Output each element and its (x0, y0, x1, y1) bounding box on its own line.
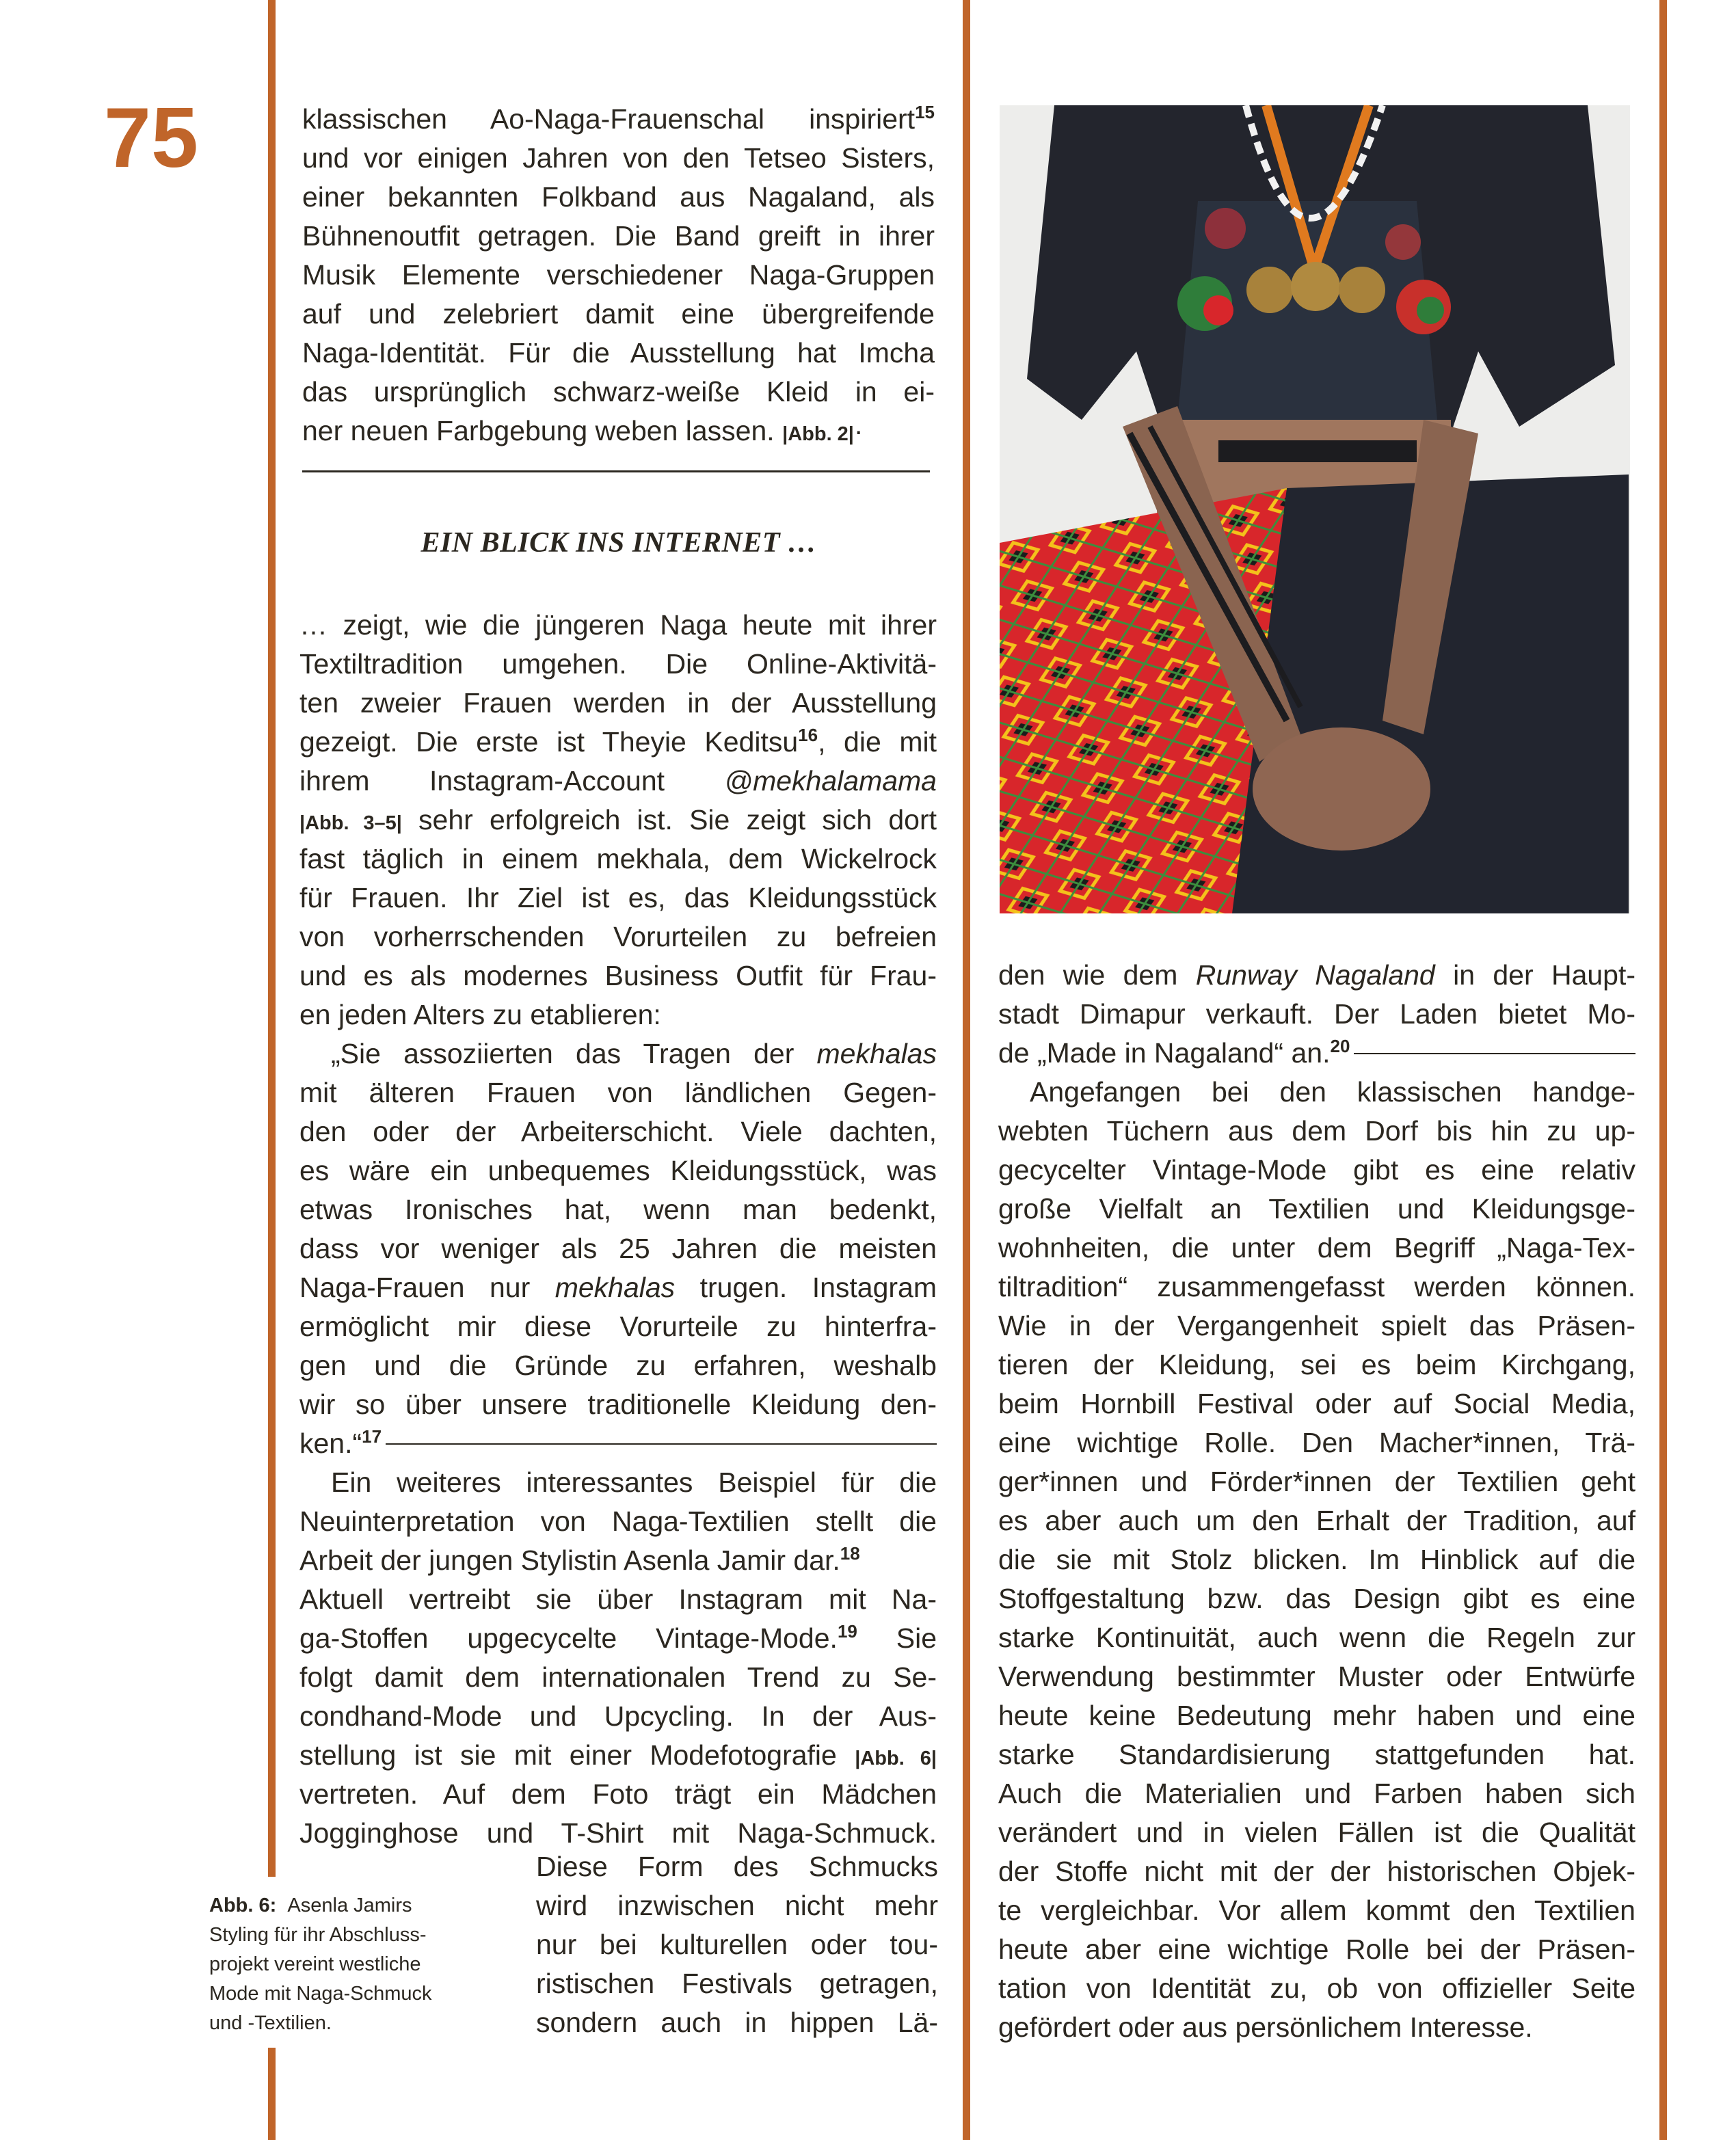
caption-label: Abb. 6: (209, 1895, 277, 1916)
text-line (299, 801, 937, 840)
caption-line: Mode mit Naga-Schmuck (209, 1983, 432, 2005)
figure-ref: |Abb. 6| (855, 1748, 937, 1769)
text-line (299, 1736, 937, 1775)
text-run: de „Made in Nagaland“ an. (998, 1037, 1331, 1069)
text-line (299, 1073, 937, 1112)
section-heading: EIN BLICK INS INTERNET … (420, 527, 817, 559)
text-line (998, 956, 1635, 995)
text-line (536, 1847, 938, 1886)
text-run: wird inzwischen nicht mehr (536, 1890, 938, 1921)
text-run: und es als modernes Business Outfit für Frau- (299, 960, 937, 991)
text-run: das ursprünglich schwarz-weiße Kleid in ei- (302, 376, 935, 407)
text-line (998, 1034, 1635, 1073)
text-line (299, 606, 937, 645)
text-line (299, 1190, 937, 1229)
text-run: von vorherrschenden Vorurteilen zu befreien (299, 921, 937, 952)
caption-line: und -Textilien. (209, 2012, 332, 2034)
figure-ref: |Abb. 3–5| (299, 812, 402, 834)
text-line (536, 1925, 938, 1964)
text-line (998, 1501, 1635, 1540)
text-run: mit älteren Frauen von ländlichen Gegen- (299, 1077, 937, 1108)
text-line (299, 645, 937, 684)
text-run: die sie mit Stolz blicken. Im Hinblick auf die (998, 1544, 1635, 1575)
text-run: heute aber eine wichtige Rolle bei der Präsen- (998, 1934, 1635, 1965)
text-run: gecycelter Vintage-Mode gibt es eine relativ (998, 1154, 1635, 1186)
text-run: ermöglicht mir diese Vorurteile zu hinterfra- (299, 1311, 937, 1342)
end-rule (1354, 1053, 1635, 1054)
text-line (299, 723, 937, 762)
text-run: es wäre ein unbequemes Kleidungsstück, was (299, 1155, 937, 1186)
text-run: heute keine Bedeutung mehr haben und eine (998, 1700, 1635, 1731)
text-line (302, 373, 935, 412)
text-run: beim Hornbill Festival oder auf Social Media, (998, 1388, 1635, 1419)
text-line (998, 1657, 1635, 1696)
italic-run: mekhalas (816, 1038, 937, 1069)
text-line (998, 1891, 1635, 1930)
text-line (299, 1463, 937, 1502)
text-line (299, 995, 937, 1034)
text-line (302, 412, 935, 451)
text-run: Bühnenoutfit getragen. Die Band greift in ihrer (302, 220, 935, 252)
text-run: te vergleichbar. Vor allem kommt den Textilien (998, 1895, 1635, 1926)
text-run: tation von Identität zu, ob von offizieller Seite (998, 1972, 1635, 2004)
text-line (299, 918, 937, 957)
text-line (998, 1579, 1635, 1618)
text-run: gefördert oder aus persönlichem Interesse. (998, 2011, 1533, 2043)
text-run: sondern auch in hippen Lä- (536, 2007, 938, 2038)
text-line (998, 1190, 1635, 1229)
text-run: Naga-Identität. Für die Ausstellung hat Imcha (302, 337, 935, 369)
text-line (998, 1073, 1635, 1112)
text-run: es aber auch um den Erhalt der Tradition, auf (998, 1505, 1635, 1536)
text-line (299, 762, 937, 801)
accent-rule-middle (963, 0, 970, 2140)
text-run: stellung ist sie mit einer Modefotografie (299, 1739, 855, 1771)
text-line (299, 1775, 937, 1814)
column-left-narrow (536, 1847, 938, 2042)
figure-ref: |Abb. 2| (782, 423, 854, 445)
text-run: tiltradition“ zusammengefasst werden können. (998, 1271, 1635, 1302)
text-run: Ein weiteres interessantes Beispiel für die (331, 1467, 937, 1498)
text-line (998, 1540, 1635, 1579)
text-run: … zeigt, wie die jüngeren Naga heute mit ihrer (299, 609, 937, 641)
text-run: starke Kontinuität, auch wenn die Regeln zur (998, 1622, 1635, 1653)
footnote-ref: 18 (840, 1543, 860, 1564)
footnote-ref: 20 (1330, 1036, 1350, 1056)
text-run: Jogginghose und T-Shirt mit Naga-Schmuck. (299, 1817, 937, 1849)
text-run: auf und zelebriert damit eine übergreifende (302, 298, 935, 330)
text-line (299, 1658, 937, 1697)
text-line (998, 1969, 1635, 2008)
text-run: den wie dem (998, 959, 1196, 991)
footnote-ref: 19 (837, 1621, 857, 1642)
text-run: starke Standardisierung stattgefunden hat. (998, 1739, 1635, 1770)
text-run-group (299, 1424, 382, 1463)
text-line (299, 1424, 937, 1463)
text-line (998, 1930, 1635, 1969)
italic-run: Runway Nagaland (1195, 959, 1435, 991)
text-line (302, 100, 935, 139)
text-line (299, 1034, 937, 1073)
text-line (299, 1229, 937, 1268)
text-run: tieren der Kleidung, sei es beim Kirchgang, (998, 1349, 1635, 1380)
text-run: fast täglich in einem mekhala, dem Wickelrock (299, 843, 937, 874)
text-run: der Stoffe nicht mit der der historischen Objek- (998, 1856, 1635, 1887)
text-run: Auch die Materialien und Farben haben sich (998, 1778, 1635, 1809)
text-run: einer bekannten Folkband aus Nagaland, als (302, 181, 935, 213)
text-run: Verwendung bestimmter Muster oder Entwürfe (998, 1661, 1635, 1692)
text-line (998, 1735, 1635, 1774)
text-line (299, 1268, 937, 1307)
text-run: etwas Ironisches hat, wenn man bedenkt, (299, 1194, 937, 1225)
text-line (299, 1385, 937, 1424)
end-rule (386, 1443, 937, 1445)
text-run: den oder der Arbeiterschicht. Viele dachten, (299, 1116, 937, 1147)
text-line (299, 1346, 937, 1385)
text-line (998, 995, 1635, 1034)
text-run: Naga-Frauen nur (299, 1272, 555, 1303)
text-run: dass vor weniger als 25 Jahren die meisten (299, 1233, 937, 1264)
text-run: große Vielfalt an Textilien und Kleidungsge- (998, 1193, 1635, 1225)
accent-rule-right (1659, 0, 1667, 2140)
text-line (998, 1774, 1635, 1813)
text-line (302, 217, 935, 256)
text-run: Aktuell vertreibt sie über Instagram mit Na- (299, 1583, 937, 1615)
text-line (299, 840, 937, 879)
text-run: webten Tüchern aus dem Dorf bis hin zu up- (998, 1115, 1635, 1147)
text-run: condhand-Mode und Upcycling. In der Aus- (299, 1700, 937, 1732)
text-line (299, 1112, 937, 1151)
text-run: Wie in der Vergangenheit spielt das Präsen- (998, 1310, 1635, 1341)
text-line (998, 1346, 1635, 1385)
text-run: verändert und in vielen Fällen ist die Qualität (998, 1817, 1635, 1848)
column-left-top (302, 100, 935, 451)
text-run: Sie (857, 1622, 937, 1654)
text-line (998, 1852, 1635, 1891)
text-run: Angefangen bei den klassischen handge- (1030, 1076, 1635, 1108)
text-line (299, 1307, 937, 1346)
fashion-photo (1000, 105, 1630, 913)
text-line (299, 1502, 937, 1541)
text-run: · (853, 415, 864, 446)
text-run: sehr erfolgreich ist. Sie zeigt sich dort (401, 804, 937, 835)
text-run: , die mit (818, 726, 937, 758)
text-line (998, 1112, 1635, 1151)
text-run: wohnheiten, die unter dem Begriff „Naga-Tex- (998, 1232, 1635, 1263)
text-line (302, 178, 935, 217)
text-line (998, 1229, 1635, 1268)
text-line (536, 2003, 938, 2042)
text-line (302, 295, 935, 334)
accent-rule-left-lower (268, 2048, 276, 2140)
text-run: Musik Elemente verschiedener Naga-Gruppen (302, 259, 935, 291)
text-run: wir so über unsere traditionelle Kleidung den- (299, 1389, 937, 1420)
text-line (302, 139, 935, 178)
column-left-main (299, 606, 937, 1853)
text-line (998, 1618, 1635, 1657)
text-line (302, 256, 935, 295)
figure-caption (209, 1891, 432, 2038)
text-run: in der Haupt- (1434, 959, 1636, 991)
italic-run: mekhalas (555, 1272, 676, 1303)
text-line (998, 1462, 1635, 1501)
text-run: für Frauen. Ihr Ziel ist es, das Kleidungsstück (299, 882, 937, 913)
text-run: ten zweier Frauen werden in der Ausstellung (299, 687, 937, 719)
text-run: vertreten. Auf dem Foto trägt ein Mädchen (299, 1778, 937, 1810)
text-line (998, 1268, 1635, 1307)
section-divider (302, 470, 930, 472)
text-run: eine wichtige Rolle. Den Macher*innen, Trä- (998, 1427, 1635, 1458)
hands (1253, 727, 1430, 851)
text-line (299, 1697, 937, 1736)
caption-line: Styling für ihr Abschluss- (209, 1924, 427, 1946)
text-run: ristischen Festivals getragen, (536, 1968, 938, 1999)
text-line (998, 1813, 1635, 1852)
text-line (998, 1307, 1635, 1346)
text-run: Textiltradition umgehen. Die Online-Aktivitä- (299, 648, 937, 680)
text-line (536, 1964, 938, 2003)
text-run-group (998, 1034, 1350, 1073)
caption-line: Asenla Jamirs (287, 1895, 412, 1916)
text-run: nur bei kulturellen oder tou- (536, 1929, 938, 1960)
text-run: stadt Dimapur verkauft. Der Laden bietet Mo- (998, 998, 1635, 1030)
text-line (998, 1385, 1635, 1423)
text-line (998, 1696, 1635, 1735)
text-run: „Sie assoziierten das Tragen der (331, 1038, 817, 1069)
text-line (299, 1619, 937, 1658)
text-line (299, 684, 937, 723)
footnote-ref: 15 (915, 102, 935, 122)
text-line (998, 2008, 1635, 2047)
text-line (299, 1541, 937, 1580)
text-run: gen und die Gründe zu erfahren, weshalb (299, 1350, 937, 1381)
text-run: ger*innen und Förder*innen der Textilien geht (998, 1466, 1635, 1497)
text-run: gezeigt. Die erste ist Theyie Keditsu (299, 726, 799, 758)
column-right (998, 956, 1635, 2047)
text-run: klassischen Ao-Naga-Frauenschal inspiriert (302, 103, 916, 135)
text-line (299, 879, 937, 918)
text-run: ihrem Instagram-Account (299, 765, 725, 797)
text-run: Arbeit der jungen Stylistin Asenla Jamir dar. (299, 1544, 840, 1576)
text-run: Neuinterpretation von Naga-Textilien stellt die (299, 1506, 937, 1537)
text-line (299, 957, 937, 995)
text-run: trugen. Instagram (675, 1272, 937, 1303)
text-line (536, 1886, 938, 1925)
text-line (302, 334, 935, 373)
text-run: Diese Form des Schmucks (536, 1851, 938, 1882)
italic-run: @mekhalamama (724, 765, 937, 797)
caption-line: projekt vereint westliche (209, 1953, 421, 1975)
text-line (998, 1151, 1635, 1190)
footnote-ref: 17 (362, 1426, 382, 1447)
text-run: Stoffgestaltung bzw. das Design gibt es eine (998, 1583, 1635, 1614)
text-line (998, 1423, 1635, 1462)
text-run: ner neuen Farbgebung weben lassen. (302, 415, 783, 446)
text-run: en jeden Alters zu etablieren: (299, 999, 661, 1030)
page-number: 75 (104, 91, 198, 185)
text-run: ga-Stoffen upgecycelte Vintage-Mode. (299, 1622, 838, 1654)
text-run: ken.“ (299, 1428, 362, 1459)
footnote-ref: 16 (798, 725, 818, 745)
accent-rule-left-upper (268, 0, 276, 1877)
text-run: folgt damit dem internationalen Trend zu Se- (299, 1661, 937, 1693)
text-run: und vor einigen Jahren von den Tetseo Sisters, (302, 142, 935, 174)
text-line (299, 1151, 937, 1190)
text-line (299, 1580, 937, 1619)
